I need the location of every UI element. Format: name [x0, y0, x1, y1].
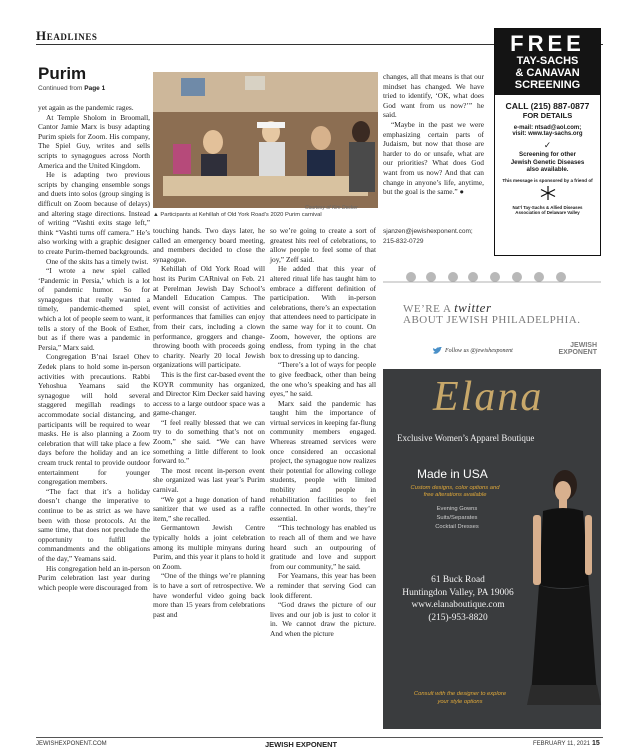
paragraph: Germantown Jewish Centre typically holds a joint celebration among its multiple minyans during Purim, and this year it plans to hold it on Zoom.: [153, 523, 265, 571]
exponent-brand: JEWISH EXPONENT: [558, 342, 597, 356]
elana-items: [397, 505, 517, 532]
model-figure-image: [523, 465, 601, 729]
birds-on-wire-icon: [383, 262, 601, 288]
paragraph: At Temple Sholom in Broomall, Cantor Jamie Marx is busy adapting Purim spiels for Zoom. His company, The Spiel Guy, writes and sells scripts to synagogues across North America and the United Kingdom.: [38, 112, 150, 170]
paragraph: “God draws the picture of our lives and our job is just to color it in. We cannot draw the picture. And when the picture: [270, 600, 376, 638]
elana-tagline: Exclusive Women’s Apparel Boutique: [397, 433, 535, 443]
ad-line: SCREENING: [514, 79, 581, 91]
elana-custom-note: Custom designs, color options and free alterations available: [410, 485, 500, 498]
footer-rule: [36, 737, 603, 738]
author-email-link[interactable]: sjanzen@jewishexponent.com;: [383, 228, 473, 235]
article-column-1: [38, 103, 150, 592]
taysachs-ad[interactable]: [494, 28, 601, 256]
elana-website-link[interactable]: www.elanaboutique.com: [411, 600, 505, 610]
list-item: Evening Gowns: [436, 506, 478, 512]
paragraph: “I feel really blessed that we can try to do something that’s not on Zoom,” she said. “We can have something a little different to look forward to.”: [153, 417, 265, 466]
footer-paper-name: JEWISH EXPONENT: [265, 740, 338, 749]
ad-free-label: FREE: [510, 31, 585, 56]
paragraph: “The fact that it’s a holiday doesn’t change the imperative to continue to be as strict as we have been with those protocols. At the same time, that does not preclude the opportunity to fulfill the commandments and the obligations of the day,” Yeamans said.: [38, 486, 150, 563]
paragraph: One of the skits has a timely twist.: [46, 256, 149, 266]
paragraph: “This technology has enabled us to reach all of them and we have heard such an outpouring of gratitude and love and support from our community,” he said.: [270, 523, 376, 571]
footer-date: FEBRUARY 11, 2021: [533, 741, 591, 747]
paragraph: He is adapting two previous scripts by changing ensemble songs and duets into solos (group singing is difficult on Zoom because of delays) and altering stage directions. Instead of writing “Vashti exits stage left,” think “Vashti turns off camera.” He’s also working with a graphic designer to create Purim-themed backgrounds.: [38, 170, 150, 256]
paragraph: changes, all that means is that our mindset has changed. We have tried to identify, ‘OK, what does God want from us now?’” he said.: [383, 72, 484, 120]
ad-association: Association of Delaware Valley: [515, 210, 580, 215]
ad-call-number: CALL (215) 887-0877: [505, 101, 590, 111]
page-number: 15: [592, 740, 600, 747]
article-photo: [153, 72, 378, 208]
article-column-2: [153, 226, 265, 619]
photo-caption: ▲ Participants at Kehillah of Old York Road’s 2020 Purim carnival: [153, 212, 322, 218]
twitter-bird-icon: [433, 347, 442, 355]
elana-ad[interactable]: [383, 369, 601, 729]
list-item: Cocktail Dresses: [435, 524, 479, 530]
paragraph: Congregation B’nai Israel Ohev Zedek plans to hold some in-person activities with precautions. Rabbi Yehoshua Yeamans said the synagogue will hold several staggered megillah readings to accommodate social distancing, and participants will be required to wear masks. He is also planning a Zoom celebration that will take place a few days before the holiday and an ice cream truck rental to provide outdoor entertainment for younger congregation members.: [38, 352, 150, 487]
paragraph: Marx said the pandemic has taught him the importance of virtual services in keeping far-flung community members engaged. Whereas streamed services were once considered an occasional project, the synagogue now realizes their potential for allowing college students, people with limited mobility and people in rehabilitation facilities to feel connected. In other words, they’re essential.: [270, 398, 376, 523]
photo-credit: Courtesy of Kim Decker: [305, 205, 358, 211]
article-column-3: [270, 226, 376, 639]
paragraph: yet again as the pandemic rages.: [38, 103, 134, 112]
paragraph: His congregation held an in-person Purim celebration last year during which people were discouraged from: [38, 563, 150, 592]
paragraph: “One of the things we’re planning is to have a sort of retrospective. We have wonderful video going back more than 15 years from celebrations past and: [153, 571, 265, 619]
ad-line: TAY-SACHS: [516, 55, 579, 67]
twitter-ad-line1: WE’RE A twitter: [403, 300, 492, 315]
continued-note: Continued from Page 1: [38, 85, 106, 92]
ad-screening-text: Screening for other: [518, 151, 577, 158]
ad-screening-text: Jewish Genetic Diseases: [510, 158, 585, 166]
twitter-follow-link[interactable]: Follow us @jewishexponent: [445, 348, 513, 354]
ad-line: & CANAVAN: [515, 67, 580, 79]
ad-association: Nat’l Tay-Sachs & Allied Diseases: [512, 204, 583, 210]
ad-header-block: [495, 29, 600, 95]
paragraph: “Maybe in the past we were emphasizing certain parts of Judaism, but now that those are harder to do or unsafe, what are our priorities? What does God want from us now? And that can change in anyone’s life, anytime, but the goal is the same.” ●: [383, 119, 484, 197]
elana-consult-note: Consult with the designer to explore your style options: [413, 691, 507, 705]
article-title: Purim: [38, 64, 87, 83]
paragraph: touching hands. Two days later, he called an emergency board meeting, and members decided to close the synagogue.: [153, 226, 265, 264]
paragraph: He added that this year of altered ritual life has taught him to embrace a different definition of participation. With in-person celebrations, there’s an expectation that attendees need to participate in the same way for it to count. On Zoom, however, the options are endless, from typing in the chat box to dressing up to dancing.: [270, 264, 376, 360]
elana-address: 61 Buck Road Huntingdon Valley, PA 19006 www.elanaboutique.com (215)-953-8820: [391, 574, 525, 624]
paragraph: “There’s a lot of ways for people to give feedback, other than being the one who’s speaking and has all eyes,” he said.: [270, 360, 376, 399]
ad-screening-text: also available.: [526, 166, 569, 173]
footer-site-link[interactable]: JEWISHEXPONENT.COM: [36, 741, 107, 747]
checkmark-icon: ✓: [543, 140, 552, 150]
elana-phone: (215)-953-8820: [428, 612, 488, 623]
paragraph: “I wrote a new spiel called ‘Pandemic in Persia,’ which is a lot of pandemic humor. So for synagogues that really wanted a timely, pandemic-themed spiel, which a lot of people seem to want, it tells a story of the Book of Esther, but as if there was a pandemic in Persia,” Marx said.: [38, 266, 150, 352]
twitter-ad[interactable]: [383, 262, 601, 362]
elana-logo: Elana: [433, 374, 544, 420]
snowflake-logo-icon: [540, 186, 556, 200]
paragraph: The most recent in-person event she organized was last year’s Purim carnival.: [153, 465, 265, 495]
section-heading: Headlines: [36, 28, 98, 43]
article-column-4: [383, 72, 484, 197]
author-phone: 215-832-0729: [383, 238, 424, 245]
paragraph: For Yeamans, this year has been a reminder that serving God can look different.: [270, 571, 376, 600]
ad-email: e-mail: ntsad@aol.com;: [513, 125, 582, 131]
ad-details: FOR DETAILS: [522, 111, 573, 120]
list-item: Suits/Separates: [436, 515, 478, 521]
paragraph: “We got a huge donation of hand sanitizer that we used as a raffle item,” she recalled.: [153, 494, 265, 523]
paragraph: Kehillah of Old York Road will host its Purim CARnival on Feb. 21 at Perelman Jewish Day School’s Mandell Education Campus. The event will consist of activities and performances that families can enjoy from their cars, including a clown performance, groggers and change-throwing booth with proceeds going to charity. Nearly 20 local Jewish organizations will participate.: [153, 264, 265, 370]
ad-visit: visit: www.tay-sachs.org: [512, 131, 583, 137]
ad-sponsor: This message is sponsored by a friend of: [502, 177, 593, 183]
made-in-usa: Made in USA: [417, 467, 488, 481]
twitter-ad-line2: ABOUT JEWISH PHILADELPHIA.: [403, 314, 581, 326]
paragraph: This is the first car-based event the KOYR community has organized, and Director Kim Decker said having access to a large outdoor space was a game-changer.: [153, 369, 265, 418]
paragraph: so we’re going to create a sort of greatest hits reel of celebrations, to allow people to feel some of that joy,” Zeff said.: [270, 226, 376, 264]
